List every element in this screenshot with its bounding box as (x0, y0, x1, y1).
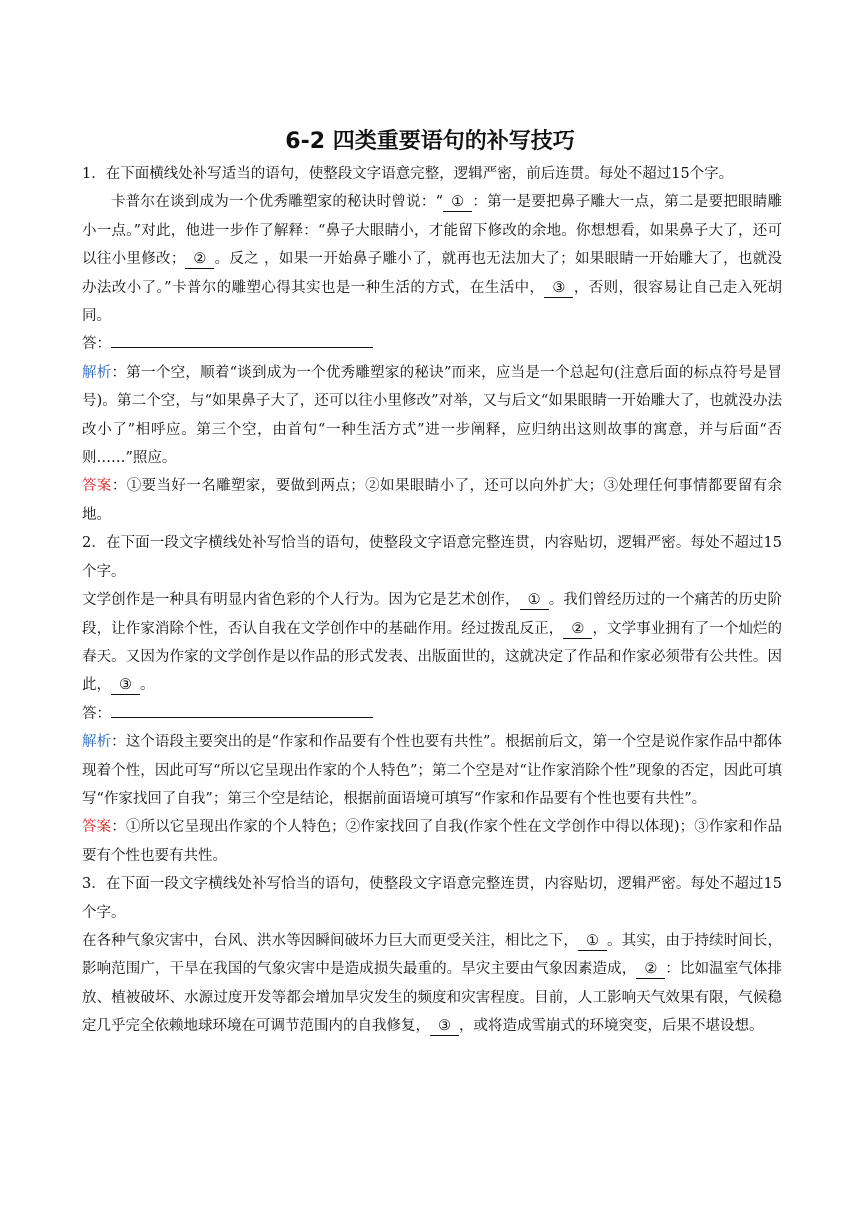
q1-text-2: ：第一是要把鼻子雕大一点，第二是要把眼睛雕小一点。”对此，他进一步作了解释：“鼻子大眼睛小，才能留下修改的余地。你想想看，如果鼻子大了，还可以往小里修改； (82, 194, 783, 268)
page-title: 6-2 四类重要语句的补写技巧 (285, 129, 575, 154)
answer-text: ①所以它呈现出作家的个人特色；②作家找回了自我(作家个性在文学创作中得以体现)；③作家和作品要有个性也要有共性。 (82, 819, 783, 864)
q3-blank-1[interactable]: ① (578, 933, 607, 951)
q1-text-1: 卡普尔在谈到成为一个优秀雕塑家的秘诀时曾说：“ (111, 194, 444, 211)
q1-blank-2[interactable]: ② (185, 251, 214, 269)
answer-prompt: 答： (82, 705, 111, 722)
question-2-answer (82, 813, 782, 870)
analysis-label: 解析 (82, 734, 112, 751)
q1-text-3: 。反之 ，如果一开始鼻子雕小了，就再也无法加大了；如果眼睛一开始雕大了，也就没办法改小了。”卡普尔的雕塑心得其实也是一种生活的方式，在生活中， (82, 251, 783, 296)
question-1-answer-line (82, 330, 782, 358)
question-1-passage (82, 188, 782, 330)
q3-text-2: 。其实，由于持续时间长，影响范围广，干旱在我国的气象灾害中是造成损失最重的。旱灾主要由气象因素造成， (82, 932, 782, 978)
answer-colon: ： (111, 478, 127, 495)
question-2-stem: 2．在下面一段文字横线处补写恰当的语句，使整段文字语意完整连贯，内容贴切，逻辑严密。每处不超过15个字。 (82, 535, 782, 580)
q2-blank-2[interactable]: ② (563, 621, 592, 639)
q3-text-4: ，或将造成雪崩式的环境突变，后果不堪设想。 (459, 1018, 764, 1035)
q3-blank-2[interactable]: ② (636, 961, 665, 979)
q1-blank-3[interactable]: ③ (544, 280, 573, 298)
q2-text-4: 。 (140, 677, 155, 694)
q1-text-4: ，否则，很容易让自己走入死胡同。 (82, 279, 782, 325)
q2-text-2: 。我们曾经历过的一个痛苦的历史阶段，让作家消除个性，否认自我在文学创作中的基础作用。经过拨乱反正， (82, 592, 782, 637)
q1-blank-1[interactable]: ① (443, 194, 472, 212)
answer-colon: ： (111, 819, 126, 836)
q2-text-1: 文学创作是一种具有明显内省色彩的个人行为。因为它是艺术创作， (82, 592, 520, 609)
question-2-analysis (82, 728, 782, 813)
analysis-text: 这个语段主要突出的是“作家和作品要有个性也要有共性”。根据前后文，第一个空是说作家作品中都体现着个性，因此可写“所以它呈现出作家的个人特色”；第二个空是对“让作家消除个性”现象的否定，因此可填写“作家找回了自我”；第三个空是结论，根据前面语境可填写“作家和作品要有个性也要有共性”。 (82, 734, 782, 807)
question-1-analysis (82, 359, 782, 473)
question-2-passage (82, 586, 782, 700)
answer-blank-line[interactable] (111, 705, 373, 718)
question-2-answer-line (82, 700, 782, 728)
q3-text-1: 在各种气象灾害中，台风、洪水等因瞬间破坏力巨大而更受关注，相比之下， (82, 932, 578, 949)
q2-text-3: ，文学事业拥有了一个灿烂的春天。又因为作家的文学创作是以作品的形式发表、出版面世的，这就决定了作品和作家必须带有公共性。因此， (82, 620, 783, 694)
q3-blank-3[interactable]: ③ (430, 1018, 459, 1036)
analysis-colon: ： (111, 364, 127, 381)
analysis-text: 第一个空，顺着“谈到成为一个优秀雕塑家的秘诀”而来，应当是一个总起句(注意后面的标点符号是冒号)。第二个空，与“如果鼻子大了，还可以往小里修改”对举，又与后文“如果眼睛一开始雕大了，也就没办法改小了”相呼应。第三个空，由首句“一种生活方式”进一步阐释，应归纳出这则故事的寓意，并与后面“否则……”照应。 (82, 364, 783, 467)
q3-text-3: ：比如温室气体排放、植被破坏、水源过度开发等都会增加旱灾发生的频度和灾害程度。目前，人工影响天气效果有限，气候稳定几乎完全依赖地球环境在可调节范围内的自我修复， (82, 961, 783, 1035)
question-1-answer (82, 472, 782, 529)
answer-label: 答案 (82, 819, 112, 836)
q2-blank-3[interactable]: ③ (111, 677, 140, 695)
question-3-passage (82, 927, 782, 1041)
analysis-label: 解析 (82, 364, 112, 381)
question-3-stem: 3．在下面一段文字横线处补写恰当的语句，使整段文字语意完整连贯，内容贴切，逻辑严密。每处不超过15个字。 (82, 876, 782, 921)
answer-blank-line[interactable] (111, 335, 373, 348)
q2-blank-1[interactable]: ① (520, 592, 549, 610)
answer-label: 答案 (82, 478, 112, 495)
document-body (82, 160, 782, 1041)
answer-prompt: 答： (82, 336, 111, 353)
question-1-stem: 1．在下面横线处补写适当的语句，使整段文字语意完整，逻辑严密，前后连贯。每处不超过15个字。 (82, 166, 734, 182)
analysis-colon: ： (111, 734, 126, 751)
answer-text: ①要当好一名雕塑家，要做到两点；②如果眼睛小了，还可以向外扩大；③处理任何事情都要留有余地。 (82, 478, 783, 523)
